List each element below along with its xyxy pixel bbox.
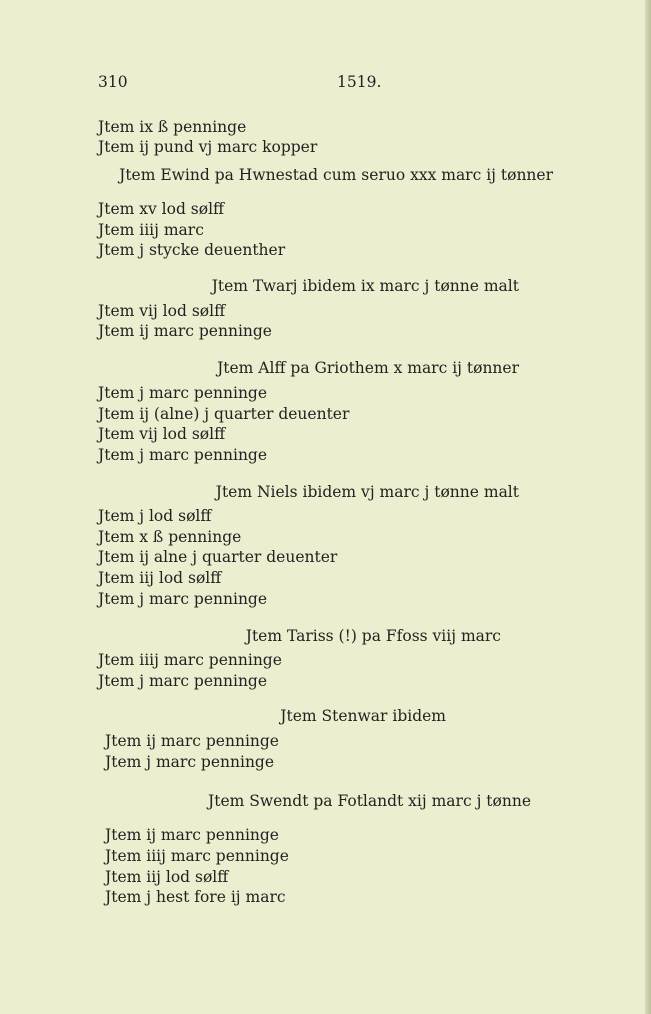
- page-year-header: 1519.: [337, 73, 382, 91]
- entry-line: Jtem j marc penninge: [98, 590, 268, 608]
- page-edge: [645, 0, 651, 1014]
- entry-line: Jtem j stycke deuenther: [98, 241, 286, 259]
- entry-line: Jtem xv lod sølff: [98, 200, 225, 218]
- entry-heading: Jtem Niels ibidem vj marc j tønne malt: [215, 483, 519, 501]
- entry-line: Jtem ix ß penninge: [98, 118, 247, 136]
- entry-line: Jtem iiij marc penninge: [105, 847, 289, 865]
- entry-line: Jtem ij (alne) j quarter deuenter: [98, 405, 350, 423]
- entry-line: Jtem iij lod sølff: [98, 569, 222, 587]
- entry-line: Jtem vij lod sølff: [98, 425, 226, 443]
- entry-line: Jtem vij lod sølff: [98, 302, 226, 320]
- entry-heading: Jtem Stenwar ibidem: [280, 707, 446, 725]
- entry-heading: Jtem Ewind pa Hwnestad cum seruo xxx marc ij tønner: [119, 166, 553, 184]
- entry-line: Jtem iiij marc penninge: [98, 651, 282, 669]
- entry-line: Jtem j marc penninge: [98, 384, 268, 402]
- entry-line: Jtem iiij marc: [98, 221, 204, 239]
- entry-line: Jtem ij marc penninge: [98, 322, 272, 340]
- entry-line: Jtem j lod sølff: [98, 507, 212, 525]
- entry-heading: Jtem Tariss (!) pa Ffoss viij marc: [245, 627, 501, 645]
- entry-line: Jtem j hest fore ij marc: [105, 888, 286, 906]
- entry-line: Jtem x ß penninge: [98, 528, 242, 546]
- page-number: 310: [98, 73, 128, 91]
- entry-line: Jtem ij marc penninge: [105, 732, 279, 750]
- entry-heading: Jtem Twarj ibidem ix marc j tønne malt: [211, 277, 519, 295]
- entry-heading: Jtem Swendt pa Fotlandt xij marc j tønne: [208, 792, 531, 810]
- entry-line: Jtem ij marc penninge: [105, 826, 279, 844]
- entry-line: Jtem j marc penninge: [98, 672, 268, 690]
- entry-line: Jtem iij lod sølff: [105, 868, 229, 886]
- entry-line: Jtem ij pund vj marc kopper: [98, 138, 318, 156]
- entry-heading: Jtem Alff pa Griothem x marc ij tønner: [217, 359, 519, 377]
- entry-line: Jtem j marc penninge: [105, 753, 275, 771]
- entry-line: Jtem ij alne j quarter deuenter: [98, 548, 338, 566]
- entry-line: Jtem j marc penninge: [98, 446, 268, 464]
